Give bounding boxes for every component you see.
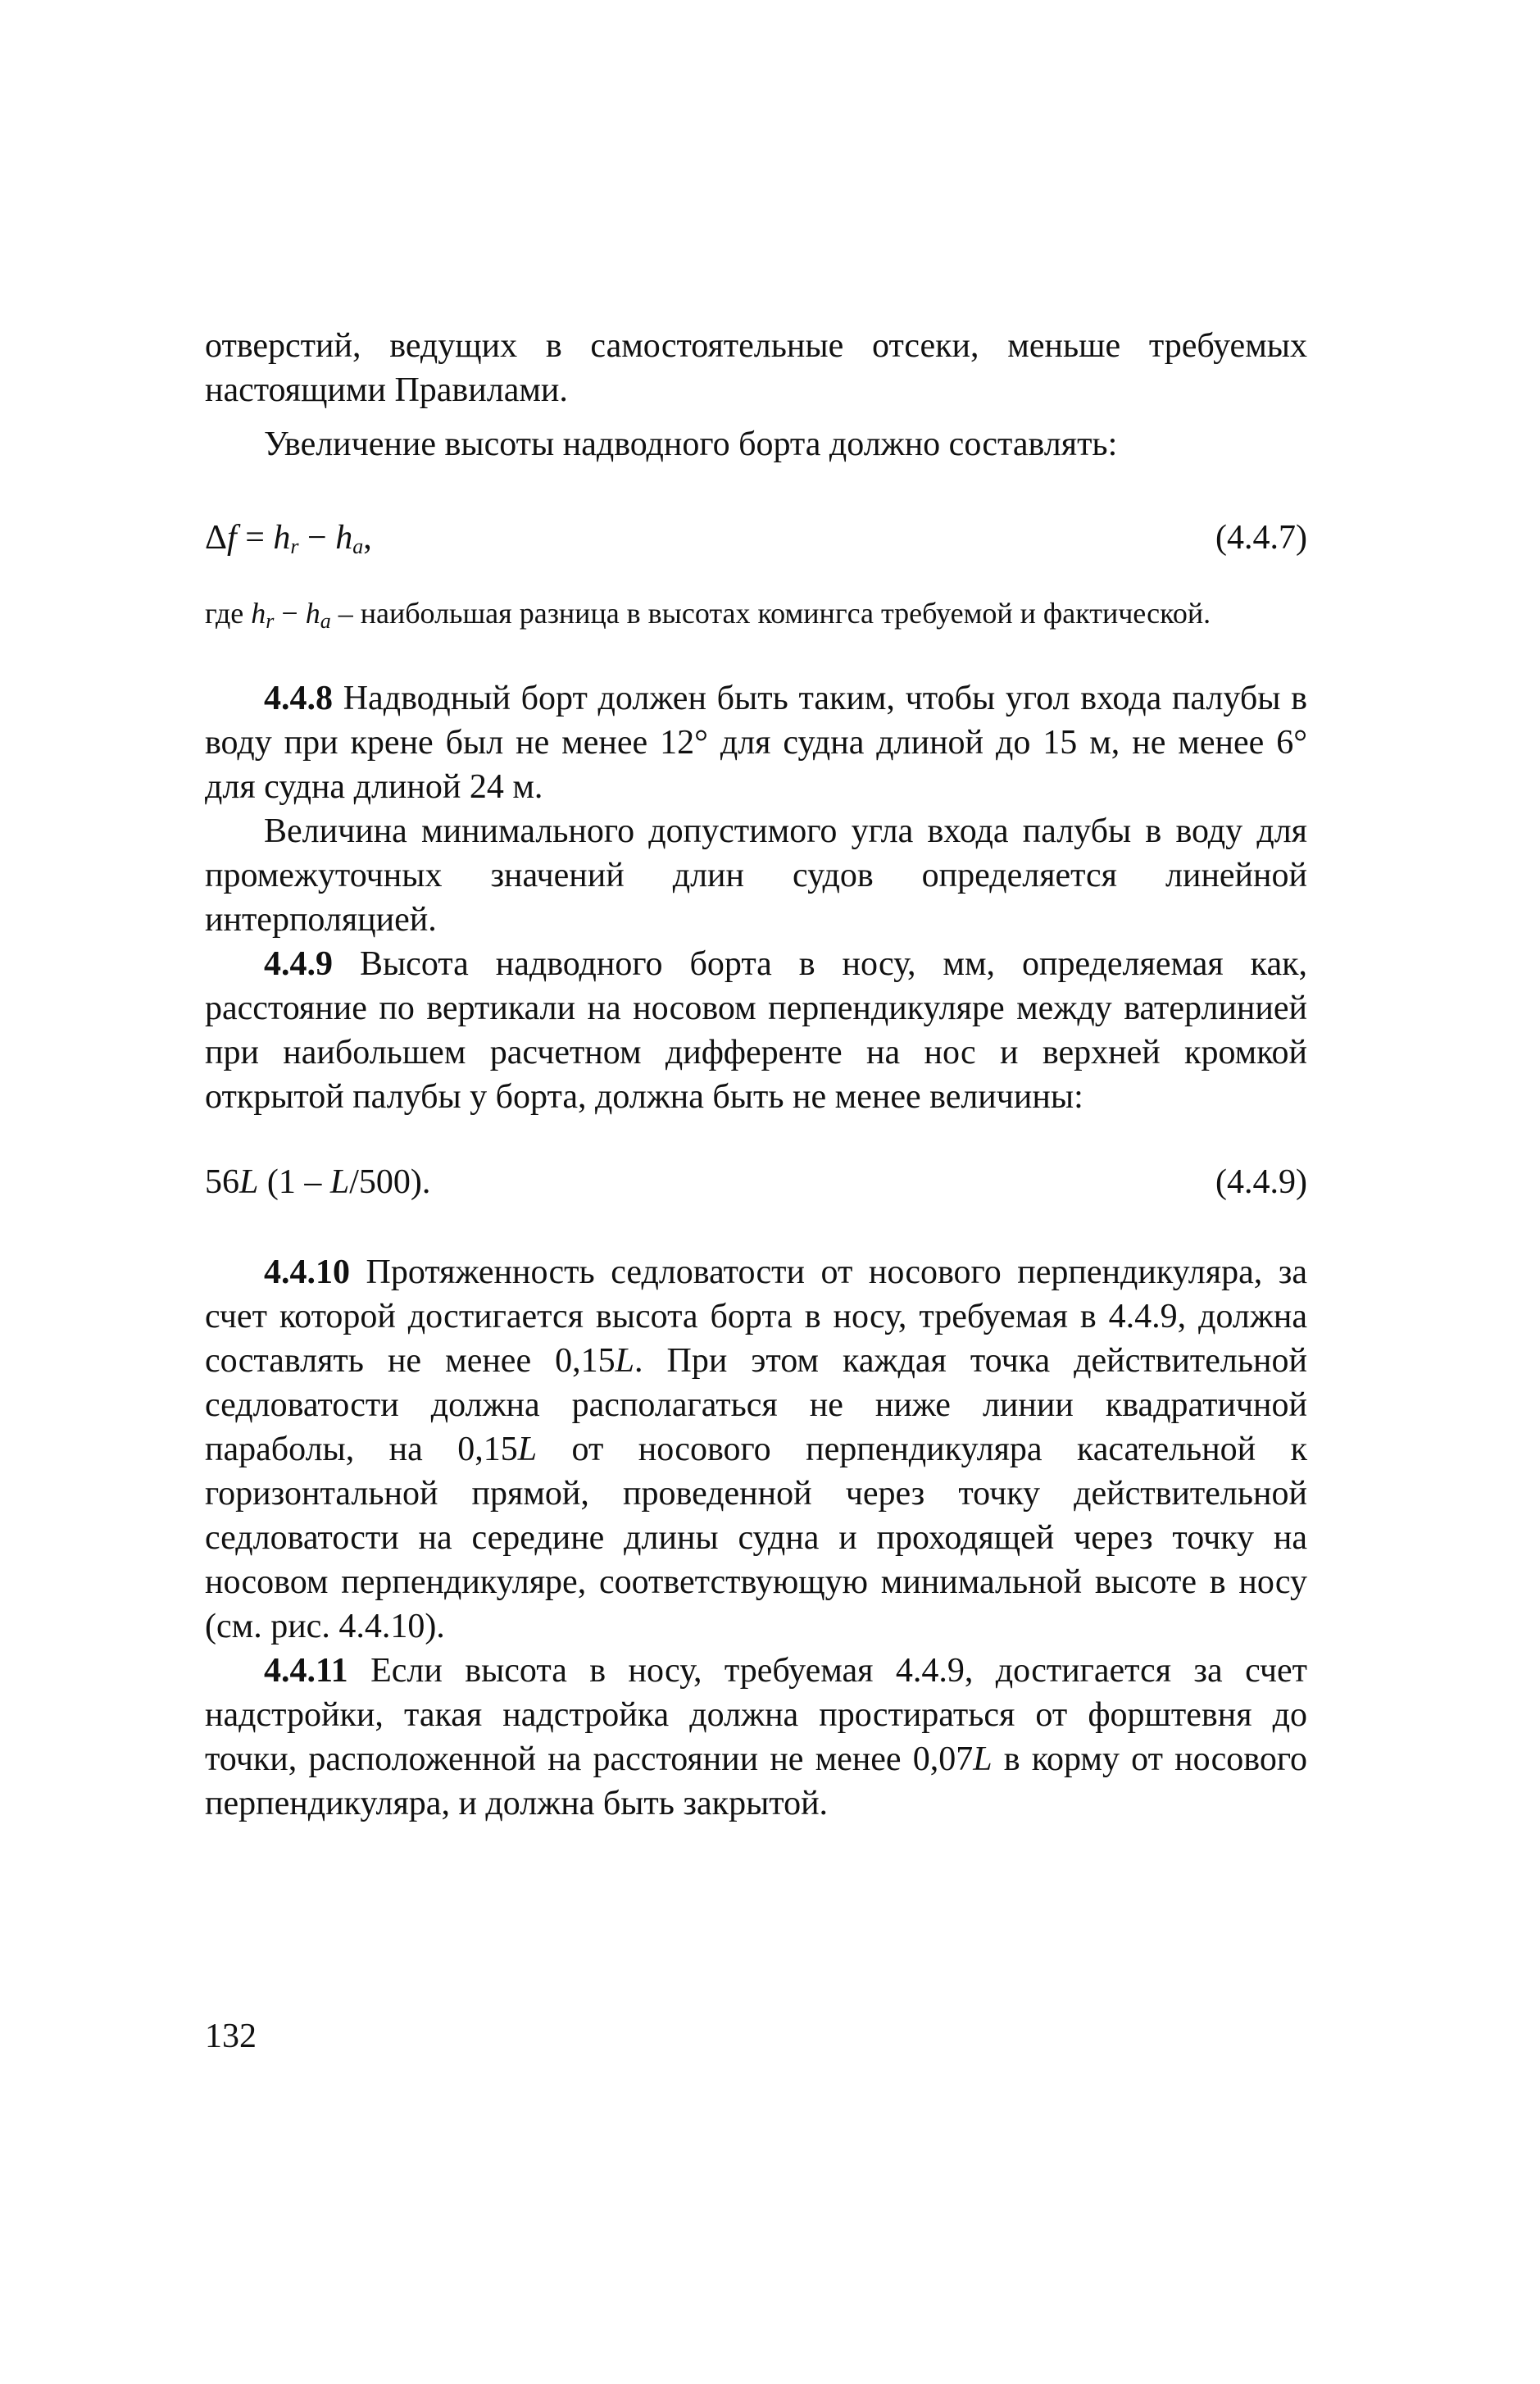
formula-number: (4.4.7) [1215, 519, 1307, 557]
formula-number: (4.4.9) [1215, 1163, 1307, 1201]
formula-expression: 56L (1 – L/500). [205, 1163, 431, 1201]
section-4-4-11: 4.4.11 Если высота в носу, требуемая 4.4.9, достигается за счет надстройки, такая надстройка должна простираться от форштевня до точки, расположенной на расстоянии не менее 0,07L в корму от носового перпендикуляра, и должна быть закрытой. [205, 1652, 1307, 1822]
section-number: 4.4.10 [264, 1253, 350, 1291]
page-number: 132 [205, 2018, 257, 2055]
freeboard-intro-text: Увеличение высоты надводного борта должно составлять: [264, 425, 1118, 463]
formula-4-4-9 [205, 1160, 1307, 1204]
continuation-text: отверстий, ведущих в самостоятельные отсеки, меньше требуемых настоящими Правилами. [205, 327, 1307, 409]
section-number: 4.4.9 [264, 945, 333, 983]
formula-expression: $\Delta f = h_r - h_a$, [205, 519, 372, 558]
page-content [205, 324, 1307, 1826]
continuation-paragraph [205, 324, 1307, 412]
section-4-4-8: 4.4.8 Надводный борт должен быть таким, чтобы угол входа палубы в воду при крене был не менее 12° для судна длиной до 15 м, не менее 6° для судна длиной 24 м. [205, 680, 1307, 806]
section-number: 4.4.8 [264, 680, 333, 717]
section-4-4-8-paragraph-2: Величина минимального допустимого угла входа палубы в воду для промежуточных значений длин судов определяется линейной интерполяцией. [205, 812, 1307, 939]
freeboard-intro-paragraph [205, 422, 1307, 466]
section-4-4-10: 4.4.10 Протяженность седловатости от носового перпендикуляра, за счет которой достигается высота борта в носу, требуемая в 4.4.9, должна составлять не менее 0,15L. При этом каждая точка действительной седловатости должна располагаться не ниже линии квадратичной параболы, на 0,15L от носового перпендикуляра касательной к горизонтальной прямой, проведенной через точку действительной седловатости на середине длины судна и проходящей через точку на носовом перпендикуляре, соответствующую минимальной высоте в носу (см. рис. 4.4.10). [205, 1253, 1307, 1645]
section-4-4-9: 4.4.9 Высота надводного борта в носу, мм, определяемая как, расстояние по вертикали на носовом перпендикуляре между ватерлинией при наибольшем расчетном дифференте на нос и верхней кромкой открытой палубы у борта, должна быть не менее величины: [205, 945, 1307, 1116]
section-number: 4.4.11 [264, 1652, 348, 1690]
formula-4-4-7 [205, 516, 1307, 560]
formula-where-note: где $h_r - h_a$ – наибольшая разница в высотах комингса требуемой и фактической. [205, 597, 1211, 633]
